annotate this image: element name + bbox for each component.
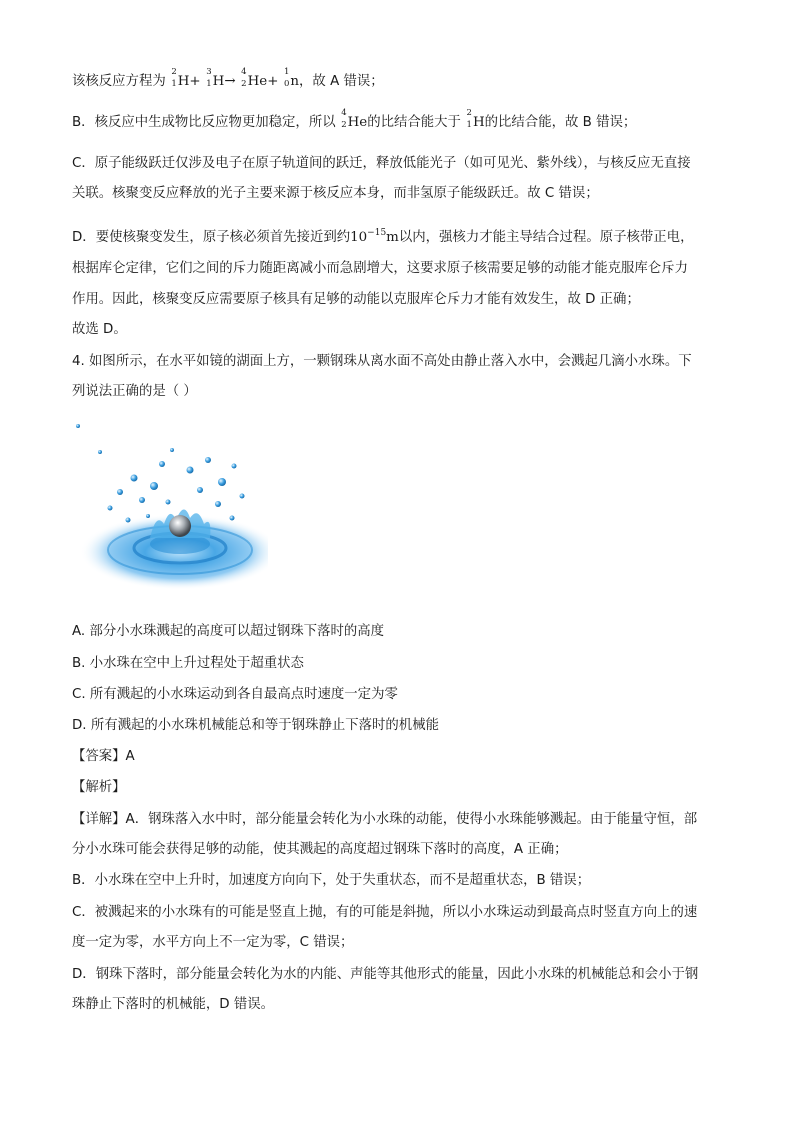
nuclide-he4 bbox=[341, 108, 368, 133]
option-c: C. 所有溅起的小水珠运动到各自最高点时速度一定为零 bbox=[72, 687, 398, 702]
explanation-d-line-2: 根据库仑定律，它们之间的斥力随距离减小而急剧增大，这要求原子核需要足够的动能才能克服库仑斥力 bbox=[72, 261, 688, 276]
nuclide-h2 bbox=[171, 67, 190, 92]
detail-a-line-1: 【详解】A．钢珠落入水中时，部分能量会转化为小水珠的动能，使得小水珠能够溅起。由于能量守恒，部 bbox=[72, 812, 698, 827]
option-a: A. 部分小水珠溅起的高度可以超过钢珠下落时的高度 bbox=[72, 624, 385, 639]
question-4-line-1: 4. 如图所示，在水平如镜的湖面上方，一颗钢珠从离水面不高处由静止落入水中，会溅起几滴小水珠。下 bbox=[72, 354, 692, 369]
element-symbol: H bbox=[177, 74, 190, 89]
text-segment: B．核反应中生成物比反应物更加稳定，所以 bbox=[72, 115, 336, 130]
question-4-line-2: 列说法正确的是（ ） bbox=[72, 384, 197, 399]
mass-number: 1 bbox=[284, 67, 290, 77]
mass-number: 2 bbox=[171, 67, 177, 77]
explanation-c-line-2: 关联。核聚变反应释放的光子主要来源于核反应本身，而非氢原子能级跃迁。故 C 错误； bbox=[72, 186, 599, 201]
atomic-number: 1 bbox=[466, 120, 472, 130]
element-symbol: n bbox=[290, 74, 300, 89]
atomic-number: 2 bbox=[341, 120, 347, 130]
explanation-d-line-3: 作用。因此，核聚变反应需要原子核具有足够的动能以克服库仑斥力才能有效发生，故 D 正确； bbox=[72, 292, 640, 307]
option-d: D. 所有溅起的小水珠机械能总和等于钢珠静止下落时的机械能 bbox=[72, 718, 439, 733]
option-b: B. 小水珠在空中上升过程处于超重状态 bbox=[72, 656, 304, 671]
conclusion-line: 故选 D。 bbox=[72, 322, 127, 337]
nuclide-h3 bbox=[206, 67, 225, 92]
detail-c-line-2: 度一定为零，水平方向上不一定为零，C 错误； bbox=[72, 935, 354, 950]
text-segment: D．要使核聚变发生，原子核必须首先接近到约 bbox=[72, 230, 351, 245]
explanation-b-line bbox=[72, 108, 637, 133]
sci-base: 10 bbox=[350, 230, 368, 245]
mass-number: 2 bbox=[466, 108, 472, 118]
sci-exponent: −15 bbox=[367, 228, 387, 238]
reaction-equation-line bbox=[72, 67, 384, 92]
detail-c-line-1: C．被溅起来的小水珠有的可能是竖直上抛，有的可能是斜抛，所以小水珠运动到最高点时竖直方向上的速 bbox=[72, 905, 698, 920]
answer-label: 【答案】A bbox=[72, 749, 135, 764]
distance-value bbox=[350, 230, 399, 245]
unit-label: m bbox=[386, 230, 399, 245]
nuclide-h2 bbox=[466, 108, 485, 133]
atomic-number: 2 bbox=[241, 79, 247, 89]
explanation-d-line-1 bbox=[72, 223, 693, 248]
nuclide-neutron bbox=[284, 67, 300, 92]
element-symbol: H bbox=[472, 115, 485, 130]
atomic-number: 1 bbox=[171, 79, 177, 89]
detail-b-line: B．小水珠在空中上升时，加速度方向向下，处于失重状态，而不是超重状态，B 错误； bbox=[72, 873, 591, 888]
mass-number: 3 bbox=[206, 67, 212, 77]
text-segment: ，故 A 错误； bbox=[299, 74, 384, 89]
text-segment: 该核反应方程为 bbox=[72, 74, 166, 89]
detail-d-line-1: D．钢珠下落时，部分能量会转化为水的内能、声能等其他形式的能量，因此小水珠的机械能总和会小于钢 bbox=[72, 967, 699, 982]
mass-number: 4 bbox=[341, 108, 347, 118]
water-splash-image bbox=[72, 420, 268, 596]
plus-sign: + bbox=[267, 74, 279, 89]
text-segment: 的比结合能，故 B 错误； bbox=[484, 115, 637, 130]
mass-number: 4 bbox=[241, 67, 247, 77]
explanation-c-line-1: C．原子能级跃迁仅涉及电子在原子轨道间的跃迁，释放低能光子（如可见光、紫外线），与核反应无直接 bbox=[72, 156, 691, 171]
element-symbol: He bbox=[247, 74, 268, 89]
analysis-label: 【解析】 bbox=[72, 780, 126, 795]
water-splash-figure bbox=[72, 420, 268, 596]
element-symbol: H bbox=[212, 74, 225, 89]
text-segment: 以内，强核力才能主导结合过程。原子核带正电， bbox=[398, 230, 694, 245]
nuclide-he4 bbox=[241, 67, 268, 92]
reaction-arrow: → bbox=[224, 74, 236, 89]
detail-d-line-2: 珠静止下落时的机械能，D 错误。 bbox=[72, 997, 275, 1012]
atomic-number: 1 bbox=[206, 79, 212, 89]
atomic-number: 0 bbox=[284, 79, 290, 89]
detail-a-line-2: 分小水珠可能会获得足够的动能，使其溅起的高度超过钢珠下落时的高度，A 正确； bbox=[72, 842, 568, 857]
plus-sign: + bbox=[189, 74, 201, 89]
element-symbol: He bbox=[347, 115, 368, 130]
text-segment: 的比结合能大于 bbox=[367, 115, 461, 130]
